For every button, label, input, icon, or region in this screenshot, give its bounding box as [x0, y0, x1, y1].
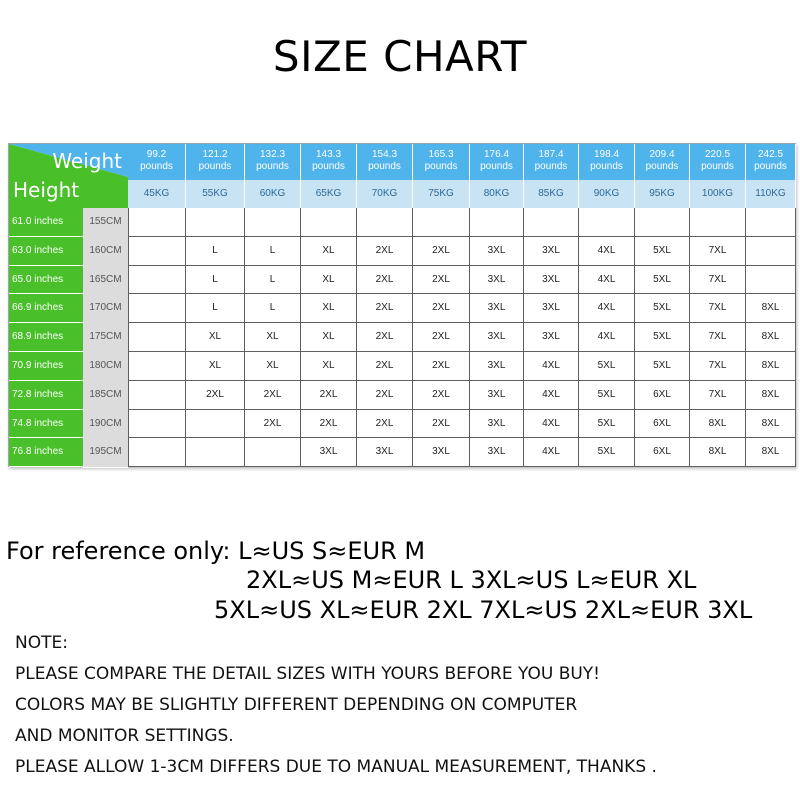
weight-kg: 70KG: [357, 180, 413, 208]
size-cell: 4XL: [524, 381, 579, 410]
size-cell: 2XL: [245, 410, 301, 439]
size-cell: [128, 208, 186, 237]
size-cell: 3XL: [470, 438, 524, 467]
size-cell: 4XL: [579, 237, 635, 266]
weight-pounds-unit: pounds: [256, 161, 289, 172]
weight-kg: 90KG: [579, 180, 635, 208]
weight-pounds-value: 220.5: [704, 149, 731, 160]
size-cell: 6XL: [635, 381, 690, 410]
weight-column-header: [746, 144, 796, 208]
size-cell: 5XL: [635, 266, 690, 295]
weight-column-header: [579, 144, 635, 208]
weight-pounds-value: 165.3: [428, 149, 454, 160]
weight-column-header: [245, 144, 301, 208]
size-cell: 4XL: [524, 352, 579, 381]
size-cell: XL: [186, 323, 245, 352]
size-cell: 3XL: [413, 438, 470, 467]
weight-kg: 110KG: [746, 180, 796, 208]
size-cell: 3XL: [470, 381, 524, 410]
size-cell: 3XL: [470, 352, 524, 381]
size-cell: 2XL: [357, 266, 413, 295]
size-cell: 2XL: [186, 381, 245, 410]
size-cell: 2XL: [413, 352, 470, 381]
weight-pounds-value: 121.2: [202, 149, 228, 160]
size-cell: 2XL: [301, 381, 357, 410]
weight-pounds: [128, 144, 186, 180]
weight-pounds-unit: pounds: [645, 161, 679, 172]
weight-pounds-value: 242.5: [757, 149, 784, 160]
reference-line-1: For reference only: L≈US S≈EUR M: [6, 537, 426, 565]
page-title: SIZE CHART: [272, 32, 528, 81]
weight-column-header: [128, 144, 186, 208]
size-cell: 2XL: [357, 237, 413, 266]
size-cell: 2XL: [357, 410, 413, 439]
size-cell: XL: [245, 323, 301, 352]
height-cm: 180CM: [83, 352, 128, 382]
weight-pounds-unit: pounds: [590, 161, 623, 172]
height-inches: 63.0 inches: [9, 237, 83, 266]
weight-pounds-value: 176.4: [483, 149, 510, 160]
size-cell: 8XL: [746, 438, 796, 467]
weight-pounds: [245, 144, 301, 180]
weight-pounds-unit: pounds: [701, 161, 734, 172]
size-cell: 3XL: [357, 438, 413, 467]
size-cell: 8XL: [746, 294, 796, 323]
weight-pounds-value: 187.4: [538, 149, 564, 160]
size-cell: 3XL: [470, 323, 524, 352]
size-cell: 7XL: [690, 294, 746, 323]
size-cell: 7XL: [690, 381, 746, 410]
size-cell: 8XL: [746, 352, 796, 381]
height-cm: 195CM: [83, 438, 128, 468]
size-cell: 5XL: [635, 294, 690, 323]
header-corner: [9, 144, 128, 208]
size-cell: 5XL: [579, 438, 635, 467]
size-cell: [746, 237, 796, 266]
size-cell: XL: [245, 352, 301, 381]
size-cell: 4XL: [579, 323, 635, 352]
height-inches: 61.0 inches: [9, 208, 83, 237]
height-inches: 65.0 inches: [9, 266, 83, 295]
size-cell: XL: [301, 352, 357, 381]
size-cell: 6XL: [635, 410, 690, 439]
size-cell: 8XL: [690, 438, 746, 467]
size-cell: L: [186, 294, 245, 323]
weight-pounds-value: 209.4: [649, 149, 675, 160]
size-cell: 2XL: [301, 410, 357, 439]
weight-pounds-unit: pounds: [368, 161, 401, 172]
size-cell: 2XL: [357, 352, 413, 381]
height-inches: 76.8 inches: [9, 438, 83, 467]
size-cell: 2XL: [245, 381, 301, 410]
size-cell: [128, 352, 186, 381]
weight-pounds-value: 198.4: [593, 149, 620, 160]
weight-kg: 75KG: [413, 180, 470, 208]
size-cell: [579, 208, 635, 237]
height-header-label: Height: [13, 178, 80, 202]
size-cell: 7XL: [690, 323, 746, 352]
weight-pounds-unit: pounds: [534, 161, 568, 172]
size-cell: 8XL: [746, 410, 796, 439]
size-cell: [128, 294, 186, 323]
weight-column-header: [470, 144, 524, 208]
size-cell: 7XL: [690, 237, 746, 266]
size-cell: 3XL: [470, 410, 524, 439]
size-cell: [128, 266, 186, 295]
height-inches: 74.8 inches: [9, 410, 83, 439]
height-inches: 72.8 inches: [9, 381, 83, 410]
weight-pounds: [301, 144, 357, 180]
size-chart-table: [8, 143, 796, 467]
weight-column-header: [524, 144, 579, 208]
size-cell: L: [245, 266, 301, 295]
size-cell: XL: [301, 266, 357, 295]
note-line: COLORS MAY BE SLIGHTLY DIFFERENT DEPENDING ON COMPUTER: [15, 695, 578, 715]
size-cell: 2XL: [357, 294, 413, 323]
note-heading: NOTE:: [15, 633, 68, 653]
size-cell: [128, 237, 186, 266]
reference-line-2: 2XL≈US M≈EUR L 3XL≈US L≈EUR XL: [246, 566, 697, 594]
height-cm: 165CM: [83, 266, 128, 296]
size-cell: 5XL: [579, 352, 635, 381]
size-cell: 4XL: [524, 438, 579, 467]
size-cell: 8XL: [746, 323, 796, 352]
weight-kg: 65KG: [301, 180, 357, 208]
size-cell: 2XL: [357, 323, 413, 352]
size-cell: XL: [301, 294, 357, 323]
size-cell: [128, 381, 186, 410]
weight-pounds-value: 143.3: [315, 149, 342, 160]
size-cell: XL: [186, 352, 245, 381]
size-cell: 6XL: [635, 438, 690, 467]
weight-column-header: [635, 144, 690, 208]
weight-pounds: [579, 144, 635, 180]
weight-header-label: Weight: [52, 149, 122, 173]
weight-kg: 45KG: [128, 180, 186, 208]
height-cm: 185CM: [83, 381, 128, 411]
note-line: PLEASE COMPARE THE DETAIL SIZES WITH YOURS BEFORE YOU BUY!: [15, 664, 600, 684]
weight-pounds-value: 99.2: [146, 149, 167, 160]
size-cell: [245, 208, 301, 237]
size-cell: XL: [301, 323, 357, 352]
size-cell: 2XL: [413, 266, 470, 295]
size-cell: [635, 208, 690, 237]
reference-line-3: 5XL≈US XL≈EUR 2XL 7XL≈US 2XL≈EUR 3XL: [214, 596, 753, 624]
note-line: AND MONITOR SETTINGS.: [15, 726, 234, 746]
size-cell: 3XL: [524, 266, 579, 295]
size-cell: 5XL: [635, 352, 690, 381]
size-cell: L: [245, 294, 301, 323]
note-line: PLEASE ALLOW 1-3CM DIFFERS DUE TO MANUAL MEASUREMENT, THANKS .: [15, 757, 657, 777]
size-cell: 2XL: [413, 323, 470, 352]
weight-pounds-unit: pounds: [754, 161, 787, 172]
height-cm: 175CM: [83, 323, 128, 353]
size-cell: 2XL: [413, 237, 470, 266]
weight-pounds-unit: pounds: [480, 161, 513, 172]
size-cell: 8XL: [746, 381, 796, 410]
weight-kg: 55KG: [186, 180, 245, 208]
weight-pounds: [690, 144, 746, 180]
size-cell: 3XL: [524, 323, 579, 352]
size-cell: 4XL: [579, 294, 635, 323]
weight-pounds: [186, 144, 245, 180]
height-cm: 155CM: [83, 208, 128, 238]
weight-pounds: [524, 144, 579, 180]
height-inches: 68.9 inches: [9, 323, 83, 352]
weight-pounds: [357, 144, 413, 180]
weight-kg: 85KG: [524, 180, 579, 208]
size-cell: 2XL: [413, 381, 470, 410]
weight-pounds-unit: pounds: [312, 161, 345, 172]
weight-column-header: [413, 144, 470, 208]
size-cell: 5XL: [635, 237, 690, 266]
size-cell: XL: [301, 237, 357, 266]
size-cell: 5XL: [579, 381, 635, 410]
size-cell: [128, 438, 186, 467]
weight-pounds-unit: pounds: [424, 161, 458, 172]
height-inches: 70.9 inches: [9, 352, 83, 381]
size-cell: [186, 410, 245, 439]
size-cell: 2XL: [413, 294, 470, 323]
size-cell: 3XL: [470, 266, 524, 295]
weight-pounds: [413, 144, 470, 180]
height-cm: 190CM: [83, 410, 128, 440]
weight-pounds-value: 132.3: [259, 149, 286, 160]
size-cell: 3XL: [301, 438, 357, 467]
size-cell: 3XL: [524, 237, 579, 266]
weight-pounds: [470, 144, 524, 180]
size-cell: [690, 208, 746, 237]
size-cell: 2XL: [413, 410, 470, 439]
size-cell: 7XL: [690, 352, 746, 381]
weight-column-header: [186, 144, 245, 208]
size-cell: 4XL: [524, 410, 579, 439]
size-cell: [413, 208, 470, 237]
weight-kg: 60KG: [245, 180, 301, 208]
weight-kg: 100KG: [690, 180, 746, 208]
weight-kg: 95KG: [635, 180, 690, 208]
size-cell: [470, 208, 524, 237]
size-cell: L: [186, 266, 245, 295]
weight-pounds-unit: pounds: [140, 161, 173, 172]
size-cell: [524, 208, 579, 237]
size-cell: 4XL: [579, 266, 635, 295]
weight-pounds: [635, 144, 690, 180]
size-cell: 5XL: [635, 323, 690, 352]
size-cell: [357, 208, 413, 237]
size-cell: [128, 323, 186, 352]
weight-pounds-value: 154.3: [371, 149, 398, 160]
size-cell: 2XL: [357, 381, 413, 410]
weight-pounds: [746, 144, 796, 180]
weight-pounds-unit: pounds: [198, 161, 232, 172]
size-cell: 3XL: [470, 237, 524, 266]
size-cell: 5XL: [579, 410, 635, 439]
size-cell: [186, 208, 245, 237]
size-cell: [128, 410, 186, 439]
size-cell: [186, 438, 245, 467]
size-cell: 3XL: [470, 294, 524, 323]
size-cell: 3XL: [524, 294, 579, 323]
size-cell: [746, 208, 796, 237]
weight-column-header: [357, 144, 413, 208]
height-inches: 66.9 inches: [9, 294, 83, 323]
size-cell: [746, 266, 796, 295]
weight-kg: 80KG: [470, 180, 524, 208]
size-cell: L: [245, 237, 301, 266]
size-cell: 7XL: [690, 266, 746, 295]
height-cm: 160CM: [83, 237, 128, 267]
size-cell: [301, 208, 357, 237]
size-cell: [245, 438, 301, 467]
size-cell: L: [186, 237, 245, 266]
height-cm: 170CM: [83, 294, 128, 324]
size-cell: 8XL: [690, 410, 746, 439]
weight-column-header: [301, 144, 357, 208]
weight-column-header: [690, 144, 746, 208]
